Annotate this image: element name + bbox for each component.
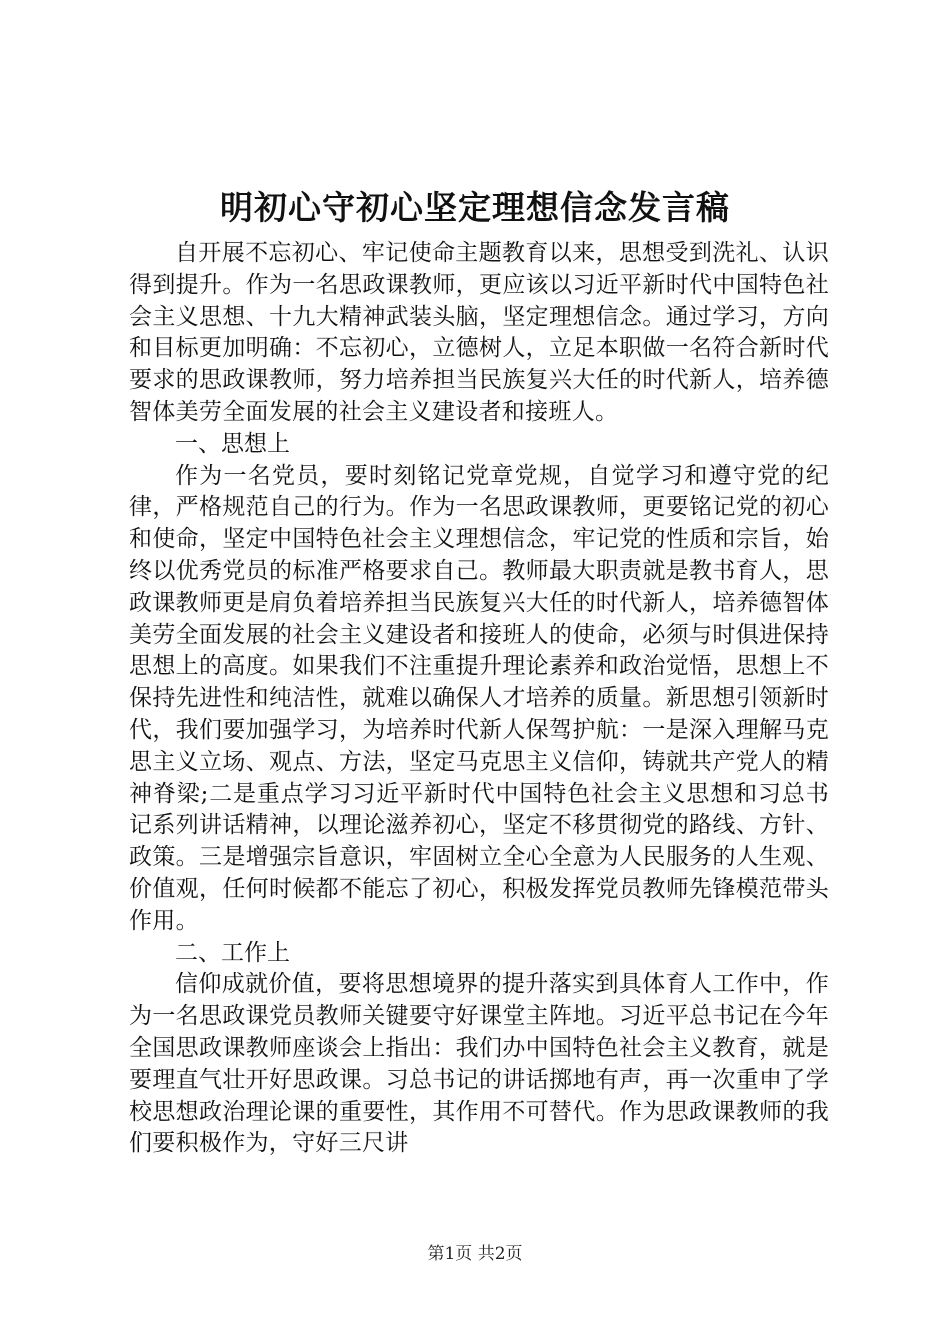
page-footer: 第1页 共2页 — [427, 1244, 523, 1264]
work-paragraph: 信仰成就价值，要将思想境界的提升落实到具体育人工作中，作为一名思政课党员教师关键要守好课堂主阵地。习近平总书记在今年全国思政课教师座谈会上指出：我们办中国特色社会主义教育，就是要理直气壮开好思政课。习总书记的讲话掷地有声，再一次重申了学校思想政治理论课的重要性，其作用不可替代。作为思政课教师的我们要积极作为，守好三尺讲 — [129, 971, 829, 1157]
section-heading-thought: 一、思想上 — [175, 430, 290, 457]
intro-paragraph: 自开展不忘初心、牢记使命主题教育以来，思想受到洗礼、认识得到提升。作为一名思政课教师，更应该以习近平新时代中国特色社会主义思想、十九大精神武装头脑，坚定理想信念。通过学习，方向和目标更加明确：不忘初心，立德树人，立足本职做一名符合新时代要求的思政课教师，努力培养担当民族复兴大任的时代新人，培养德智体美劳全面发展的社会主义建设者和接班人。 — [129, 240, 829, 425]
thought-paragraph: 作为一名党员，要时刻铭记党章党规，自觉学习和遵守党的纪律，严格规范自己的行为。作为一名思政课教师，更要铭记党的初心和使命，坚定中国特色社会主义理想信念，牢记党的性质和宗旨，始终以优秀党员的标准严格要求自己。教师最大职责就是教书育人，思政课教师更是肩负着培养担当民族复兴大任的时代新人，培养德智体美劳全面发展的社会主义建设者和接班人的使命，必须与时俱进保持思想上的高度。如果我们不注重提升理论素养和政治觉悟，思想上不保持先进性和纯洁性，就难以确保人才培养的质量。新思想引领新时代，我们要加强学习，为培养时代新人保驾护航：一是深入理解马克思主义立场、观点、方法，坚定马克思主义信仰，铸就共产党人的精神脊梁;二是重点学习习近平新时代中国特色社会主义思想和习总书记系列讲话精神，以理论滋养初心，坚定不移贯彻党的路线、方针、政策。三是增强宗旨意识，牢固树立全心全意为人民服务的人生观、价值观，任何时候都不能忘了初心，积极发挥党员教师先锋模范带头作用。 — [129, 462, 829, 934]
section-heading-work: 二、工作上 — [175, 939, 290, 966]
document-body — [129, 238, 829, 1160]
document-title: 明初心守初心坚定理想信念发言稿 — [220, 188, 730, 227]
